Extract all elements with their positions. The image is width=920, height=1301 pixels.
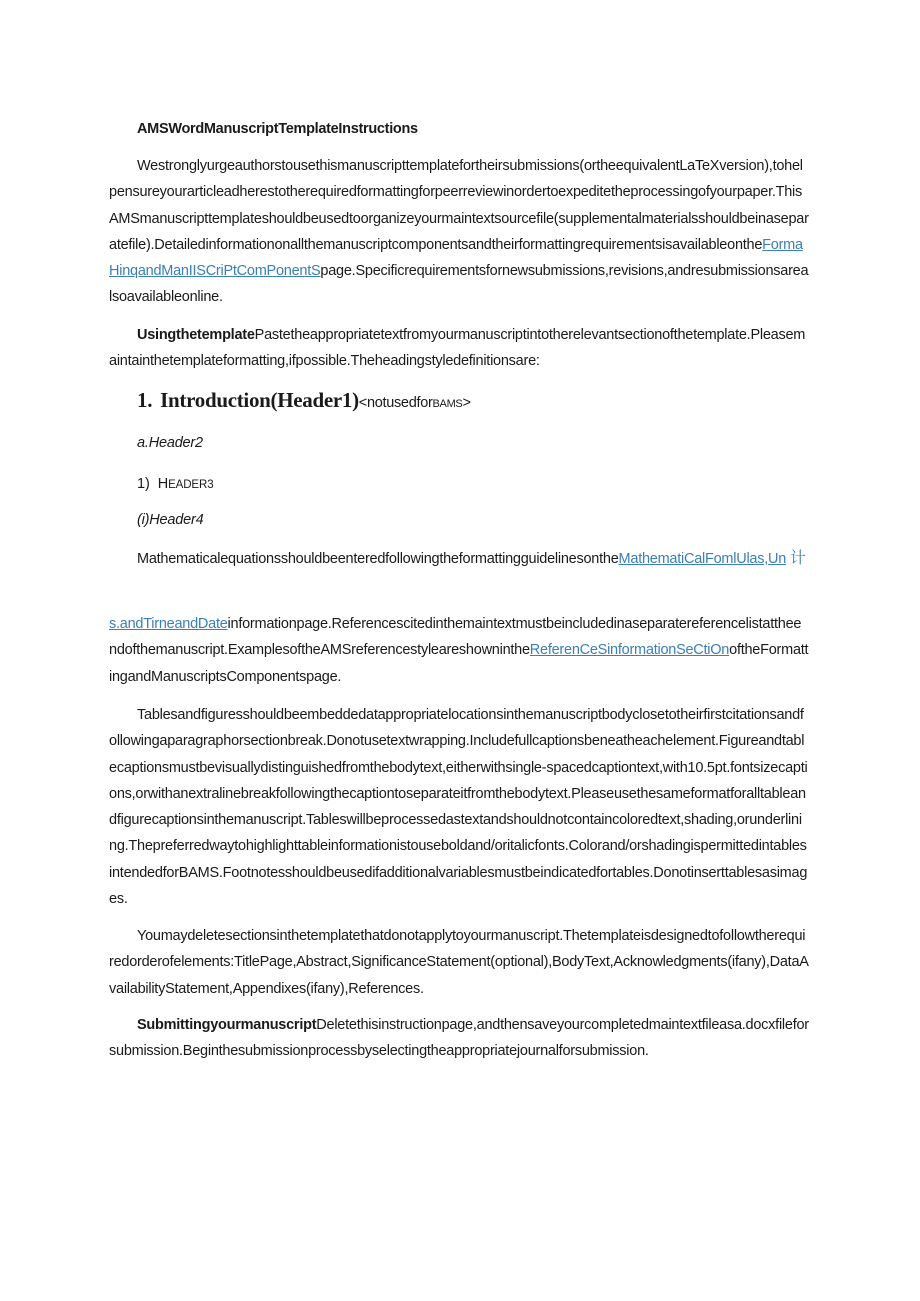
header3-number: 1) (137, 476, 150, 492)
intro-text-end: page.Specificrequirementsfornewsubmissions,revisions,andresubmissionsarealsoavailableonline. (109, 263, 809, 306)
math-formulas-link[interactable]: MathematiCalFomlUlas,Un (618, 551, 787, 567)
math-text-start: Mathematicalequationsshouldbeenteredfollowingtheformattingguidelinesonthe (137, 551, 619, 567)
header2-example: a.Header2 (137, 435, 203, 451)
header1-number: 1. (137, 388, 153, 412)
references-section-link[interactable]: ReferenCeSinformationSeCtiOn (529, 642, 730, 659)
cjk-glyph: 计 (789, 548, 806, 567)
using-template-lead: Usingthetemplate (137, 327, 255, 343)
document-title: AMSWordManuscriptTemplateInstructions (137, 121, 418, 137)
submitting-paragraph (109, 1012, 809, 1065)
intro-paragraph (109, 153, 809, 311)
math-text-end: oftheFormattingandManuscriptsComponentspage. (109, 642, 809, 685)
header1-note: <notusedforBAMS> (358, 395, 471, 411)
delete-sections-paragraph: Youmaydeletesectionsinthetemplatethatdonotapplytoyourmanuscript.Thetemplateisdesignedtofollowtherequiredorderofelements:TitlePage,Abstract,SignificanceStatement(optional),BodyText,Acknowledgments(ifany),DataAvailabilityStatement,Appendixes(ifany),References. (109, 928, 809, 997)
time-and-date-link[interactable]: s.andTirneandDate (109, 616, 228, 632)
submitting-lead: Submittingyourmanuscript (137, 1017, 317, 1033)
math-paragraph (109, 545, 809, 572)
math-text-middle: informationpage.Referencescitedinthemaintextmustbeincludedinaseparatereferencelistattheendofthemanuscript.ExamplesoftheAMSreferencestyleareshowninthe (109, 616, 802, 659)
header1-example (137, 388, 471, 413)
using-template-text: Pastetheappropriatetextfromyourmanuscriptintotherelevantsectionofthetemplate.Pleasemaintainthetemplateformatting,ifpossible.Theheadingstyledefinitionsare: (109, 327, 806, 370)
header1-text: Introduction(Header1) (160, 388, 359, 412)
intro-text-start: Westronglyurgeauthorstousethismanuscripttemplatefortheirsubmissions(ortheequivalentLaTeXversion),tohelpensureyourarticleadherestotherequiredformattingforpeerreviewinordertoexpeditetheprocessingofyourpaper.ThisAMSmanuscripttemplateshouldbeusedtoorganizeyourmaintextsourcefile(supplementalmaterialsshouldbeinaseparatefile).Detailedinformationonallthemanuscriptcomponentsandtheirformattingrequirementsisavailableonthe (109, 158, 809, 253)
header3-initial: H (157, 476, 169, 492)
header4-example: (i)Header4 (137, 512, 204, 528)
header3-example (137, 476, 214, 492)
submitting-text: Deletethisinstructionpage,andthensaveyourcompletedmaintextfileasa.docxfileforsubmission.Beginthesubmissionprocessbyselectingtheappropriatejournalforsubmission. (109, 1017, 809, 1060)
math-paragraph-continued (109, 611, 809, 690)
tables-figures-paragraph: Tablesandfiguresshouldbeembeddedatappropriatelocationsinthemanuscriptbodyclosetotheirfirstcitationsandfollowingaparagraphorsectionbreak.Donotusetextwrapping.Includefullcaptionsbeneatheachelement.Figureandtablecaptionsmustbevisuallydistinguishedfromthebodytext,eitherwithsingle-spacedcaptiontext,with10.5pt.fontsizecaptions,orwithanextralinebreakfollowingthecaptiontoseparateitfromthebodytext.Pleaseusethesameformatforalltableandfigurecaptionsinthemanuscript.Tableswillbeprocessedastextandshouldnotcontaincoloredtext,shading,orunderlining.Thepreferredwaytohighlighttableinformationistouseboldand/oritalicfonts.Colorand/orshadingispermittedintablesintendedforBAMS.Footnotesshouldbeusedifadditionalvariablesmustbeindicatedfortables.Donotinserttablesasimages. (109, 707, 808, 908)
formatting-components-link[interactable]: FormaHinqandManIISCriPtComPonentS (109, 236, 803, 280)
header3-rest: EADER3 (168, 479, 214, 491)
using-template-paragraph (109, 322, 809, 375)
